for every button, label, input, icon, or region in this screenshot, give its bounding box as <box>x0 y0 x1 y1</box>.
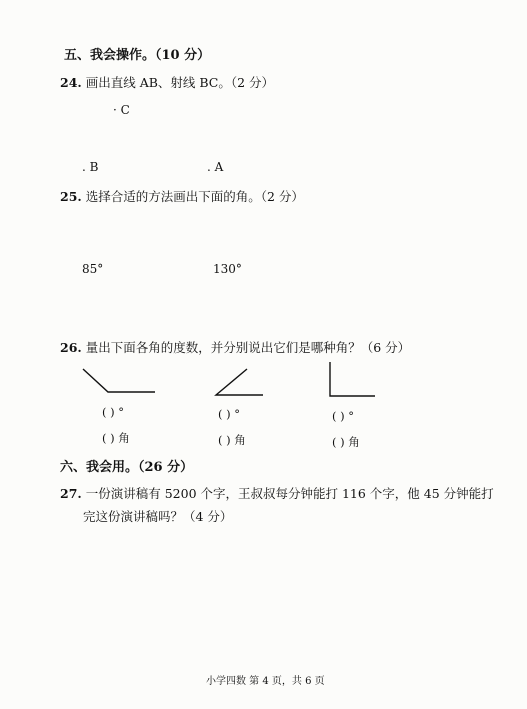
question-25-text: 选择合适的方法画出下面的角。（2 分） <box>85 189 304 204</box>
angle2-degree-blank[interactable]: ( ) ° <box>218 407 241 421</box>
question-26-text: 量出下面各角的度数，并分别说出它们是哪种角？（6 分） <box>85 340 411 355</box>
angle2-type-blank[interactable]: ( ) 角 <box>218 433 246 447</box>
page-footer: 小学四数 第 4 页，共 6 页 <box>206 676 325 687</box>
question-24-text: 画出直线 AB、射线 BC。（2 分） <box>85 75 275 90</box>
angle-85-label: 85° <box>82 262 104 276</box>
question-27-line2: 完这份演讲稿吗？（4 分） <box>83 509 233 524</box>
obtuse-angle-figure <box>83 369 155 392</box>
angle3-type-blank[interactable]: ( ) 角 <box>332 435 360 449</box>
angle1-type-blank[interactable]: ( ) 角 <box>102 431 130 445</box>
angle-130-label: 130° <box>213 262 242 276</box>
question-27-line1: 一份演讲稿有 5200 个字，王叔叔每分钟能打 116 个字，他 45 分钟能打 <box>85 486 494 501</box>
angle1-degree-blank[interactable]: ( ) ° <box>102 405 125 419</box>
acute-angle-figure <box>216 369 263 395</box>
point-a: . A <box>207 160 224 174</box>
question-25-number: 25. <box>60 189 82 204</box>
point-b: . B <box>82 160 99 174</box>
question-26-number: 26. <box>60 340 82 355</box>
section-five-title: 五、我会操作。（10 分） <box>64 48 211 63</box>
question-27 <box>60 484 494 502</box>
point-c: · C <box>113 103 130 117</box>
angle3-degree-blank[interactable]: ( ) ° <box>332 409 355 423</box>
question-27-number: 27. <box>60 486 82 501</box>
question-24-number: 24. <box>60 75 82 90</box>
section-six-title: 六、我会用。（26 分） <box>60 460 194 475</box>
right-angle-figure <box>330 362 375 396</box>
